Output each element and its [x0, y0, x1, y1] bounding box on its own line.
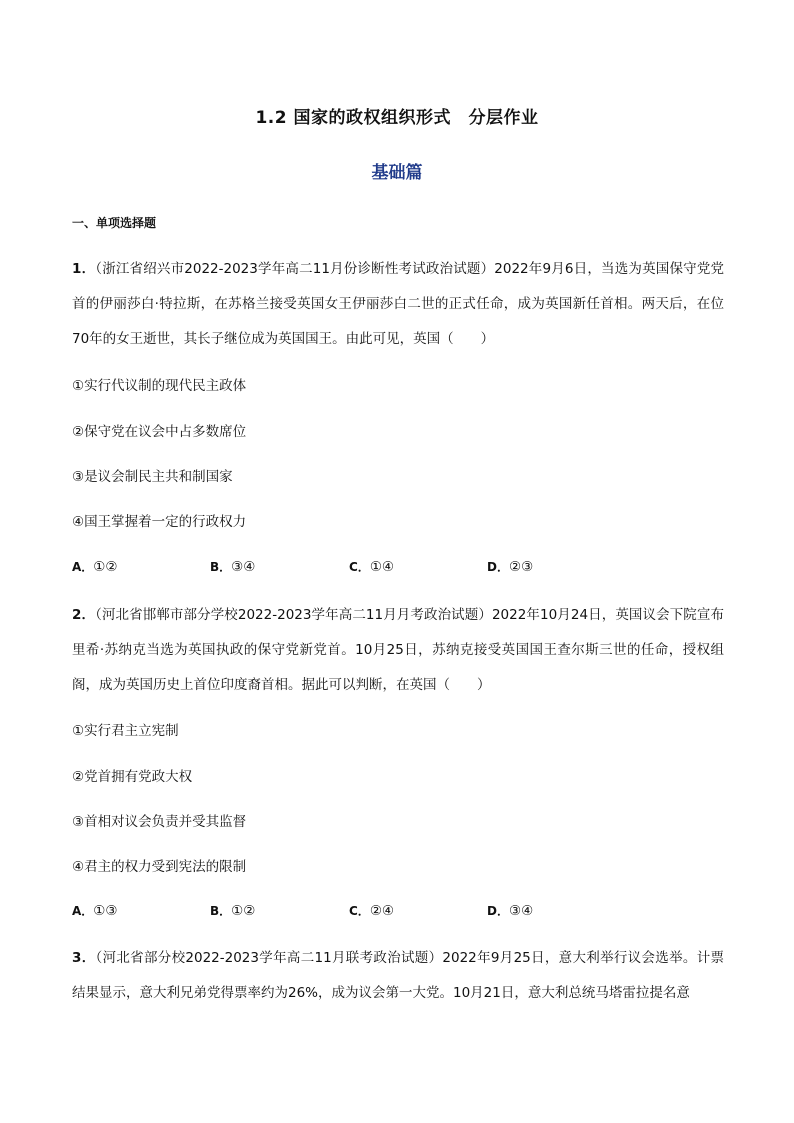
- question-3-text: （河北省部分校2022-2023学年高二11月联考政治试题）2022年9月25日，意大利举行议会选举。计票结果显示，意大利兄弟党得票率约为26%，成为议会第一大党。10月21日，意大利总统马塔雷拉提名意: [72, 950, 724, 1001]
- question-1-item-4: ④国王掌握着一定的行政权力: [72, 514, 247, 530]
- option-letter: C．: [349, 904, 370, 918]
- question-1-stem: [72, 252, 724, 357]
- question-2-text: （河北省邯郸市部分学校2022-2023学年高二11月月考政治试题）2022年10月24日，英国议会下院宣布里希·苏纳克当选为英国执政的保守党新党首。10月25日，苏纳克接受英国国王查尔斯三世的任命，授权组阁，成为英国历史上首位印度裔首相。据此可以判断，在英国（ ）: [72, 607, 724, 693]
- section-heading: 一、单项选择题: [72, 216, 157, 230]
- option-text: ①③: [93, 903, 118, 919]
- question-2-option-b[interactable]: [210, 902, 255, 919]
- question-2-options: [72, 902, 572, 922]
- option-text: ①②: [93, 559, 118, 575]
- question-1-option-c[interactable]: [349, 558, 394, 575]
- option-letter: A．: [72, 904, 94, 918]
- question-2-item-2: ②党首拥有党政大权: [72, 769, 193, 785]
- question-2-option-d[interactable]: [487, 902, 533, 919]
- option-text: ①④: [369, 559, 395, 575]
- option-letter: A．: [72, 560, 94, 574]
- option-letter: D．: [487, 904, 509, 918]
- question-3-number: 3．: [72, 950, 96, 966]
- option-text: ③④: [508, 903, 534, 919]
- question-1-option-d[interactable]: [487, 558, 533, 575]
- question-1-number: 1．: [72, 261, 96, 277]
- question-1-option-b[interactable]: [210, 558, 255, 575]
- option-letter: C．: [349, 560, 370, 574]
- question-2-item-3: ③首相对议会负责并受其监督: [72, 814, 247, 830]
- question-2-number: 2．: [72, 607, 96, 623]
- question-1-options: [72, 558, 572, 578]
- question-1-item-2: ②保守党在议会中占多数席位: [72, 424, 247, 440]
- question-3-stem: [72, 941, 724, 1011]
- question-1-text: （浙江省绍兴市2022-2023学年高二11月份诊断性考试政治试题）2022年9月6日，当选为英国保守党党首的伊丽莎白·特拉斯，在苏格兰接受英国女王伊丽莎白二世的正式任命，成为英国新任首相。两天后，在位70年的女王逝世，其长子继位成为英国国王。由此可见，英国（ ）: [72, 261, 724, 347]
- option-letter: B．: [210, 560, 232, 574]
- option-text: ②③: [508, 559, 534, 575]
- question-1-item-1: ①实行代议制的现代民主政体: [72, 378, 247, 394]
- option-text: ②④: [369, 903, 395, 919]
- question-2-item-4: ④君主的权力受到宪法的限制: [72, 859, 247, 875]
- option-text: ③④: [231, 559, 256, 575]
- question-1-option-a[interactable]: [72, 558, 118, 575]
- question-2-option-c[interactable]: [349, 902, 394, 919]
- question-1-item-3: ③是议会制民主共和制国家: [72, 469, 233, 485]
- question-2-option-a[interactable]: [72, 902, 118, 919]
- page-subtitle: 基础篇: [371, 163, 423, 183]
- question-2-stem: [72, 598, 724, 703]
- option-letter: D．: [487, 560, 509, 574]
- option-letter: B．: [210, 904, 232, 918]
- option-text: ①②: [231, 903, 256, 919]
- question-2-item-1: ①实行君主立宪制: [72, 723, 179, 739]
- page-title: 1.2 国家的政权组织形式 分层作业: [255, 108, 539, 128]
